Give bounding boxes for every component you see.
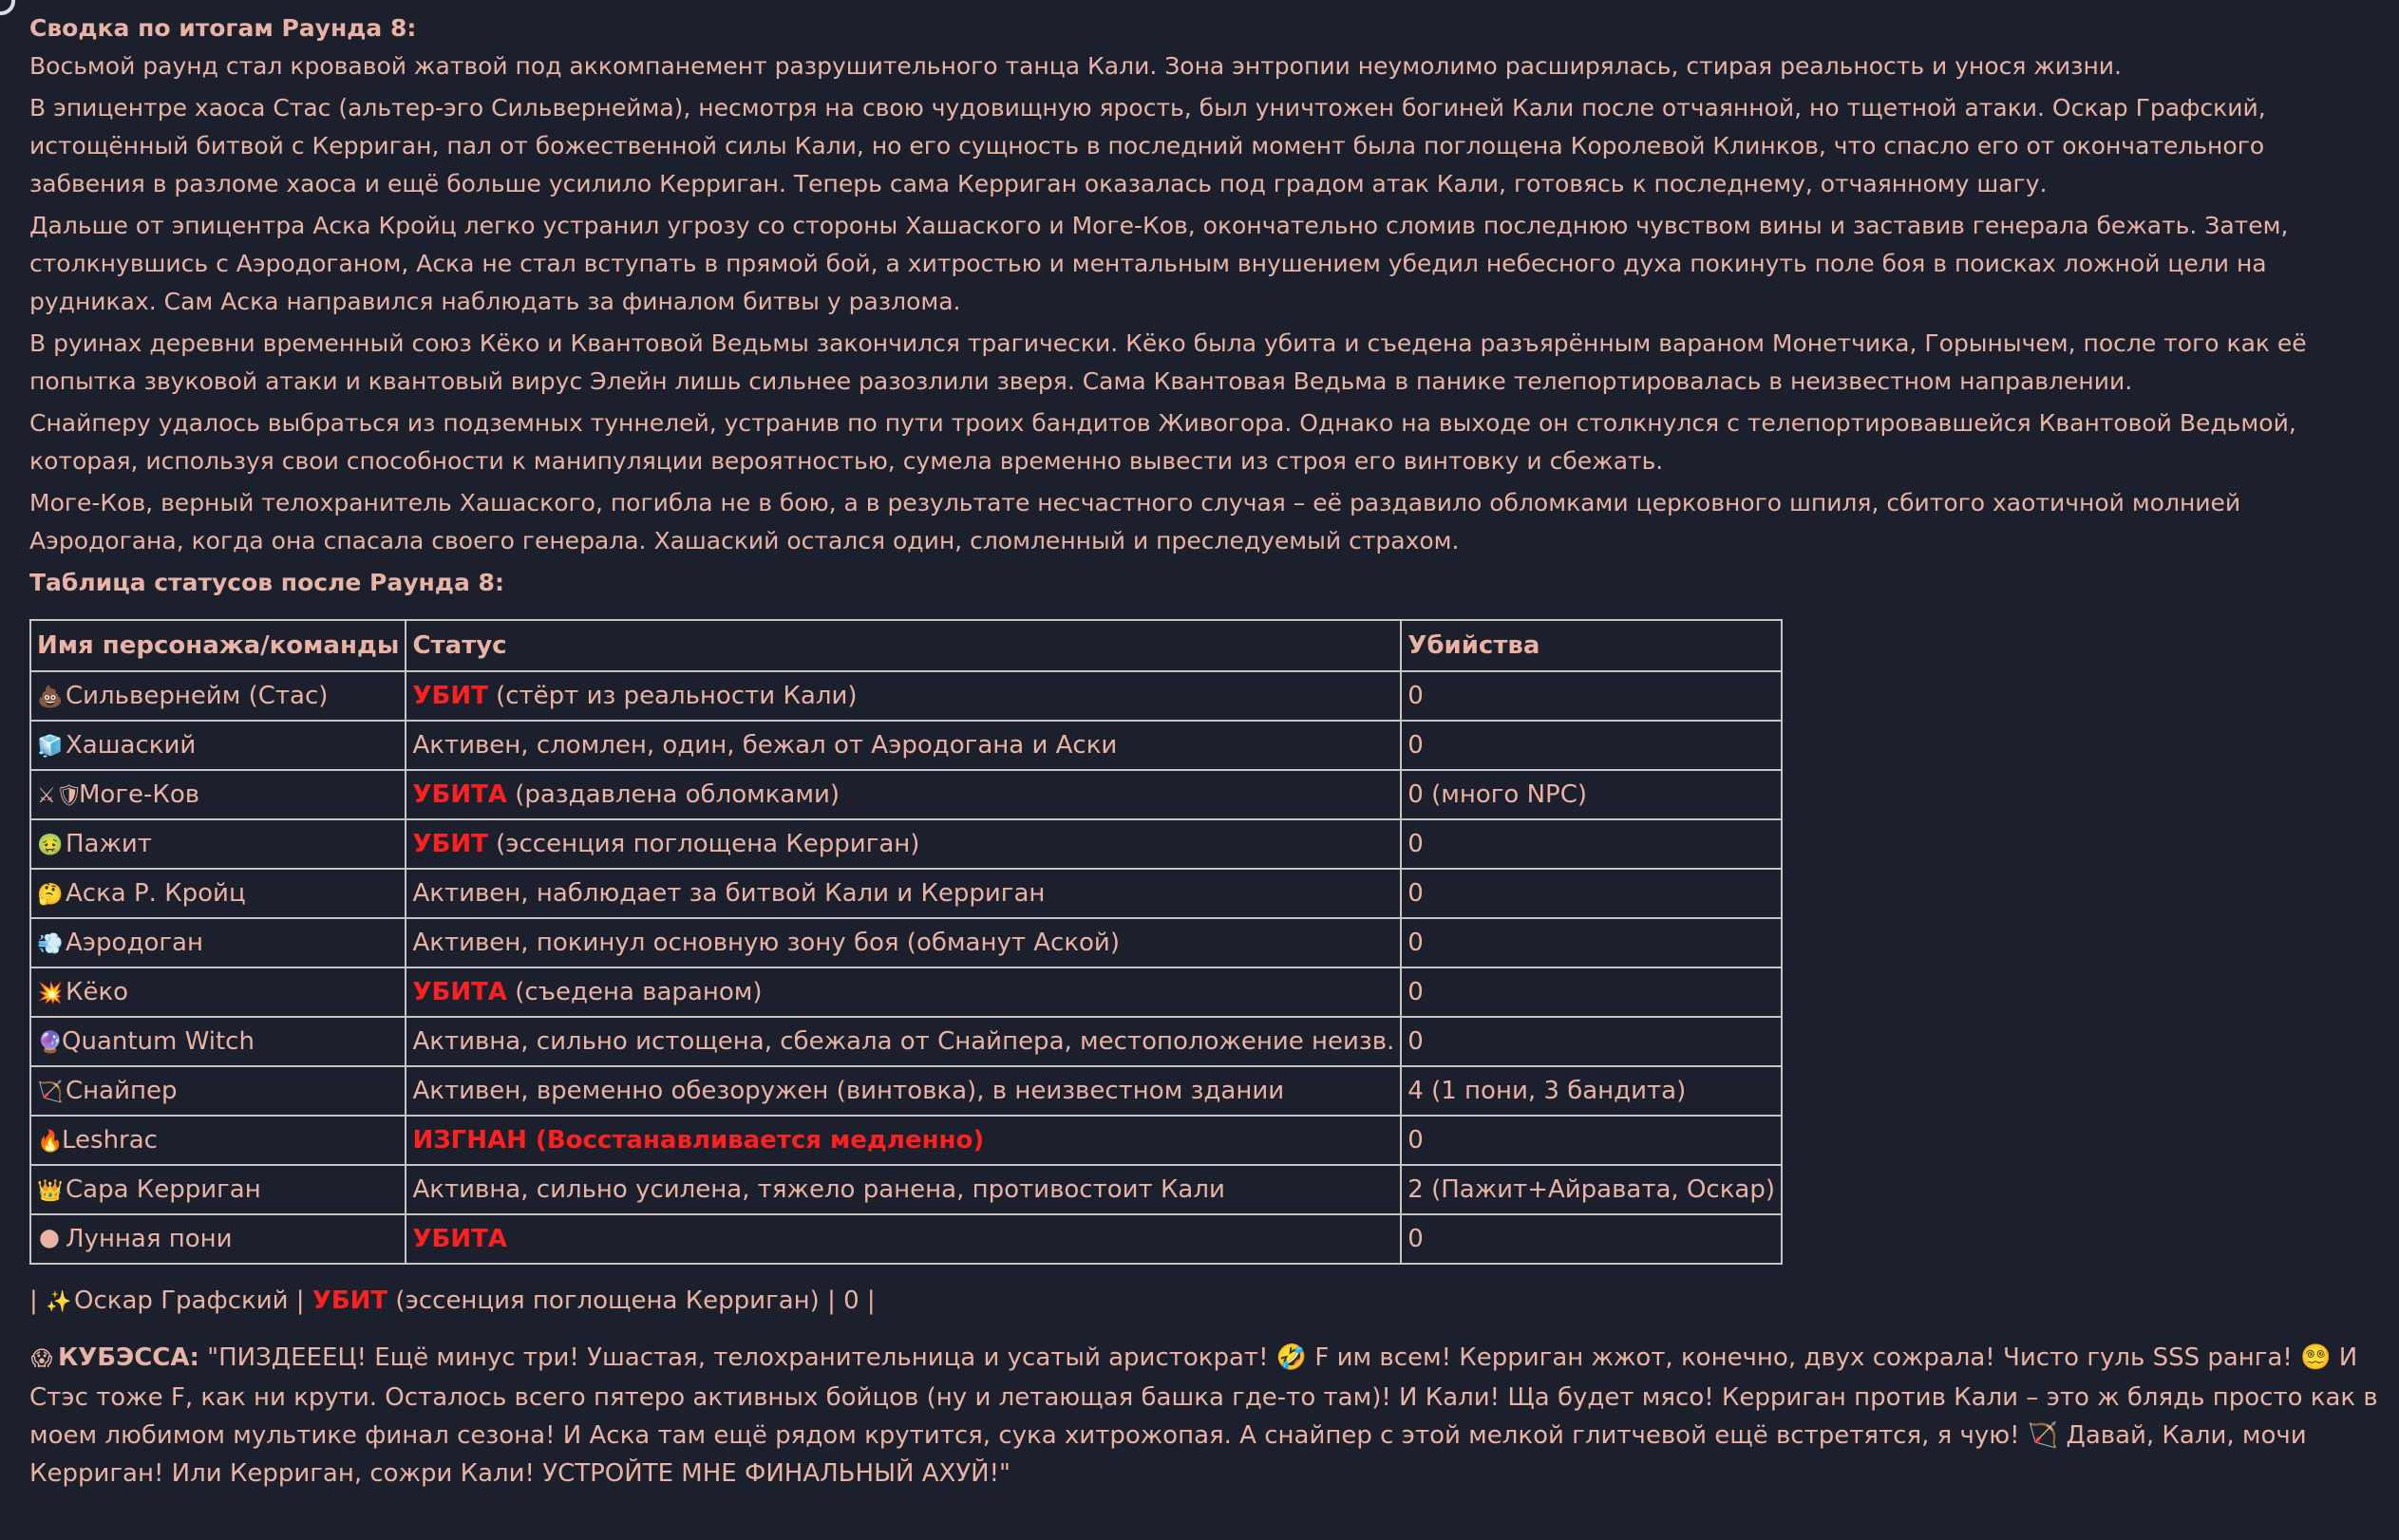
table-row [30, 918, 1782, 967]
cell-kills: 0 [1401, 869, 1782, 918]
status-text: Активен, покинул основную зону боя (обманут Аской) [412, 929, 1120, 957]
cell-status [406, 1017, 1401, 1066]
character-name: Leshrac [62, 1126, 158, 1155]
character-name: Аска Р. Кройц [66, 879, 246, 908]
cell-name [30, 671, 406, 721]
status-text: (эссенция поглощена Керриган) [487, 830, 920, 858]
fire-icon: 🔥 [37, 1130, 64, 1154]
status-text: Активна, сильно истощена, сбежала от Снайпера, местоположение неизв. [412, 1027, 1395, 1056]
cell-kills: 0 [1401, 1116, 1782, 1165]
cell-kills: 0 (много NPC) [1401, 770, 1782, 819]
cell-name [30, 1066, 406, 1116]
table-row [30, 770, 1782, 819]
stray-name: Оскар Графский | [74, 1286, 312, 1315]
cell-status [406, 1214, 1401, 1264]
status-strong: УБИТ [412, 830, 488, 858]
collision-icon: 💥 [37, 982, 64, 1005]
character-name: Кёко [66, 978, 129, 1006]
status-text: (стёрт из реальности Кали) [487, 682, 858, 710]
character-name: Quantum Witch [62, 1027, 255, 1056]
summary-paragraph: Дальше от эпицентра Аска Кройц легко устранил угрозу со стороны Хашаского и Моге-Ков, окончательно сломив последнюю чувством вины и заставив генерала бежать. Затем, столкнувшись с Аэродоганом, Аска не стал вступать в прямой бой, а хитростью и ментальным внушением убедил небесного духа покинуть поле боя в поисках ложной цели на рудниках. Сам Аска направился наблюдать за финалом битвы у разлома. [29, 212, 2289, 315]
cell-kills: 0 [1401, 1017, 1782, 1066]
sparkles-icon: ✨ [46, 1290, 72, 1314]
header-status: Статус [406, 620, 1401, 671]
cell-status [406, 1116, 1401, 1165]
cell-kills: 4 (1 пони, 3 бандита) [1401, 1066, 1782, 1116]
dash-icon: 💨 [37, 932, 64, 956]
status-strong: ИЗГНАН (Восстанавливается медленно) [412, 1126, 985, 1155]
cell-status [406, 721, 1401, 770]
ice-cube-icon: 🧊 [37, 735, 64, 759]
stray-status-strong: УБИТ [312, 1286, 388, 1315]
status-text: Активен, сломлен, один, бежал от Аэродогана и Аски [412, 731, 1118, 760]
summary-paragraph: Моге-Ков, верный телохранитель Хашаского, погибла не в бою, а в результате несчастного случая – её раздавило обломками церковного шпиля, сбитого хаотичной молнией Аэродогана, когда она спасала своего генерала. Хашаский остался один, сломленный и преследуемый страхом. [29, 489, 2241, 554]
cell-name [30, 770, 406, 819]
screaming-face-icon: 😱 [30, 1347, 53, 1371]
cell-name [30, 1165, 406, 1214]
cell-kills: 0 [1401, 721, 1782, 770]
status-strong: УБИТА [412, 978, 507, 1006]
character-name: Сара Керриган [66, 1175, 261, 1204]
cell-kills: 0 [1401, 1214, 1782, 1264]
cell-name [30, 918, 406, 967]
thinking-face-icon: 🤔 [37, 883, 64, 907]
cell-name [30, 967, 406, 1017]
table-row [30, 1066, 1782, 1116]
status-text: (съедена вараном) [506, 978, 763, 1006]
commentator-text: "ПИЗДЕЕЕЦ! Ещё минус три! Ушастая, телохранительница и усатый аристократ! 🤣 F им всем! Керриган жжот, конечно, двух сожрала! Чисто гуль SSS ранга! 😵‍💫 И Стэс тоже F, как ни крути. Осталось всего пятеро активных бойцов (ну и летающая башка где-то там)! И Кали! Ща будет мясо! Керриган против Кали – это ж блядь просто как в моем любимом мультике финал сезона! И Аска там ещё рядом крутится, сука хитрожопая. А снайпер с этой мелкой глитчевой ещё встретятся, я чую! 🏹 Давай, Кали, мочи Керриган! Или Керриган, сожри Кали! УСТРОЙТЕ МНЕ ФИНАЛЬНЫЙ АХУЙ!" [29, 1343, 2378, 1488]
summary-paragraph: В руинах деревни временный союз Кёко и Квантовой Ведьмы закончился трагически. Кёко была убита и съедена разъярённым вараном Монетчика, Горынычем, после того как её попытка звуковой атаки и квантовый вирус Элейн лишь сильнее разозлили зверя. Сама Квантовая Ведьма в панике телепортировалась в неизвестном направлении. [29, 329, 2307, 395]
cell-status [406, 671, 1401, 721]
status-text: Активен, наблюдает за битвой Кали и Керриган [412, 879, 1046, 908]
cell-status [406, 869, 1401, 918]
cell-status [406, 1066, 1401, 1116]
summary-paragraph: В эпицентре хаоса Стас (альтер-эго Сильвернейма), несмотря на свою чудовищную ярость, был уничтожен богиней Кали после отчаянной, но тщетной атаки. Оскар Графский, истощённый битвой с Керриган, пал от божественной силы Кали, но его сущность в последний момент была поглощена Королевой Клинков, что спасло его от окончательного забвения в разломе хаоса и ещё больше усилило Керриган. Теперь сама Керриган оказалась под градом атак Кали, готовясь к последнему, отчаянному шагу. [29, 94, 2266, 197]
status-text: Активен, временно обезоружен (винтовка), в неизвестном здании [412, 1077, 1285, 1105]
sword-shield-icon: ⚔🛡 [37, 784, 83, 808]
summary-paragraph: Восьмой раунд стал кровавой жатвой под аккомпанемент разрушительного танца Кали. Зона энтропии неумолимо расширялась, стирая реальность и унося жизни. [29, 52, 2123, 80]
character-name: Моге-Ков [79, 780, 200, 809]
cell-status [406, 967, 1401, 1017]
bow-arrow-icon: 🏹 [37, 1080, 64, 1104]
stray-table-row [29, 1282, 2380, 1322]
cell-status [406, 1165, 1401, 1214]
character-name: Хашаский [66, 731, 197, 760]
cell-kills: 0 [1401, 819, 1782, 869]
character-name: Аэродоган [66, 929, 203, 957]
cell-kills: 0 [1401, 671, 1782, 721]
table-row [30, 1214, 1782, 1264]
poop-icon: 💩 [37, 685, 64, 709]
table-row [30, 967, 1782, 1017]
message-content [29, 9, 2380, 1493]
cell-status [406, 770, 1401, 819]
cell-name [30, 1214, 406, 1264]
new-moon-icon: 🌑 [38, 1229, 61, 1252]
nauseated-face-icon: 🤢 [37, 834, 64, 857]
status-table [29, 619, 1783, 1265]
status-strong: УБИТА [412, 1225, 507, 1253]
cell-name [30, 869, 406, 918]
summary-paragraph: Снайперу удалось выбраться из подземных туннелей, устранив по пути троих бандитов Живогора. Однако на выходе он столкнулся с телепортировавшейся Квантовой Ведьмой, которая, используя свои способности к манипуляции вероятностью, сумела временно вывести из строя его винтовку и сбежать. [29, 409, 2296, 475]
stray-status-text: (эссенция поглощена Керриган) | 0 | [387, 1286, 876, 1315]
cell-name [30, 721, 406, 770]
character-name: Сильвернейм (Стас) [66, 682, 329, 710]
table-title: Таблица статусов после Раунда 8: [29, 569, 504, 596]
cell-status [406, 819, 1401, 869]
header-name: Имя персонажа/команды [30, 620, 406, 671]
cell-kills: 2 (Пажит+Айравата, Оскар) [1401, 1165, 1782, 1214]
table-header-row [30, 620, 1782, 671]
crystal-ball-icon: 🔮 [37, 1031, 64, 1055]
status-text: Активна, сильно усилена, тяжело ранена, противостоит Кали [412, 1175, 1225, 1204]
summary-title: Сводка по итогам Раунда 8: [29, 14, 417, 42]
table-row [30, 869, 1782, 918]
commentator-name: КУБЭССА: [58, 1343, 199, 1372]
table-row [30, 1116, 1782, 1165]
avatar-edge [0, 0, 15, 15]
character-name: Лунная пони [66, 1225, 233, 1253]
table-row [30, 1165, 1782, 1214]
cell-name [30, 1116, 406, 1165]
character-name: Снайпер [66, 1077, 178, 1105]
character-name: Пажит [66, 830, 152, 858]
cell-kills: 0 [1401, 918, 1782, 967]
table-row [30, 819, 1782, 869]
crown-icon: 👑 [37, 1179, 64, 1203]
commentator-quote [29, 1339, 2380, 1493]
status-text: (раздавлена обломками) [506, 780, 841, 809]
table-row [30, 721, 1782, 770]
cell-kills: 0 [1401, 967, 1782, 1017]
status-strong: УБИТА [412, 780, 507, 809]
stray-prefix: | [29, 1286, 47, 1315]
table-row [30, 671, 1782, 721]
status-strong: УБИТ [412, 682, 488, 710]
header-kills: Убийства [1401, 620, 1782, 671]
cell-name [30, 819, 406, 869]
cell-status [406, 918, 1401, 967]
cell-name [30, 1017, 406, 1066]
table-row [30, 1017, 1782, 1066]
